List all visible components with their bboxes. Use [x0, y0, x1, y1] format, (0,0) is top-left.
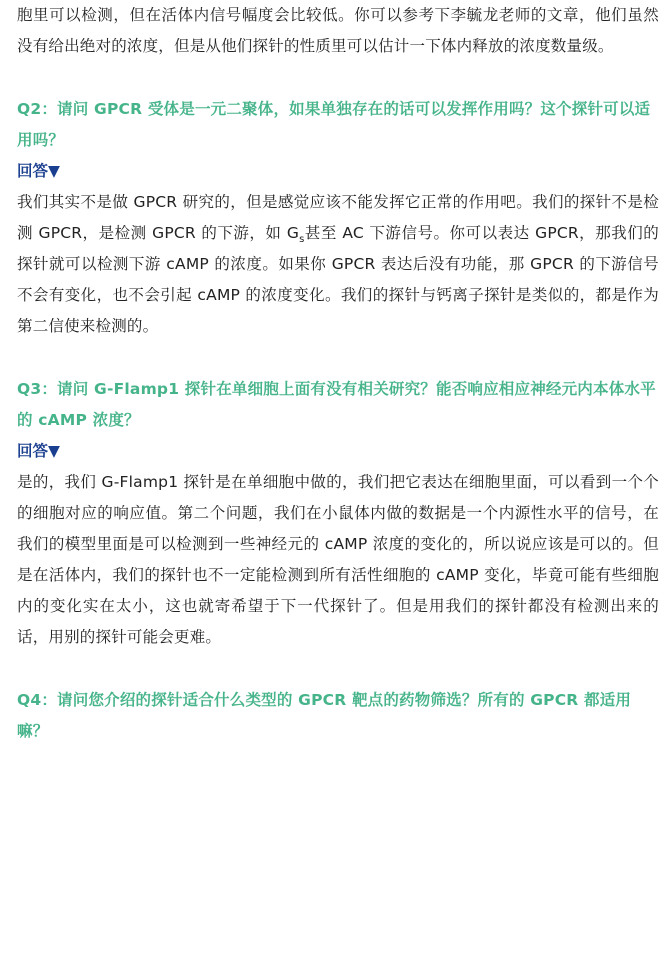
answer-label-q3: 回答▼: [17, 442, 60, 460]
answer-q2: [17, 187, 659, 342]
spacer: [17, 653, 659, 685]
answer-label-q2: 回答▼: [17, 162, 60, 180]
answer-q2-part2: 甚至 AC 下游信号。你可以表达 GPCR，那我们的探针就可以检测下游 cAMP 的浓度。如果你 GPCR 表达后没有功能，那 GPCR 的下游信号不会有变化，也不会引起 cAMP 的浓度变化。我们的探针与钙离子探针是类似的，都是作为第二信使来检测的。: [17, 224, 659, 335]
answer-q2-subscript: s: [299, 234, 305, 246]
spacer: [17, 342, 659, 374]
question-q3: Q3：请问 G-Flamp1 探针在单细胞上面有没有相关研究？能否响应相应神经元内本体水平的 cAMP 浓度？: [17, 380, 656, 429]
answer-q3: 是的，我们 G-Flamp1 探针是在单细胞中做的，我们把它表达在细胞里面，可以看到一个个的细胞对应的响应值。第二个问题，我们在小鼠体内做的数据是一个内源性水平的信号，在我们的模型里面是可以检测到一些神经元的 cAMP 浓度的变化的，所以说应该是可以的。但是在活体内，我们的探针也不一定能检测到所有活性细胞的 cAMP 变化，毕竟可能有些细胞内的变化实在太小，这也就寄希望于下一代探针了。但是用我们的探针都没有检测出来的话，用别的探针可能会更难。: [17, 473, 659, 646]
spacer: [17, 62, 659, 94]
answer-q2-part1: 我们其实不是做 GPCR 研究的，但是感觉应该不能发挥它正常的作用吧。我们的探针不是检测 GPCR，是检测 GPCR 的下游，如 G: [17, 193, 659, 242]
article-body: [17, 0, 659, 747]
intro-paragraph: 胞里可以检测，但在活体内信号幅度会比较低。你可以参考下李毓龙老师的文章，他们虽然没有给出绝对的浓度，但是从他们探针的性质里可以估计一下体内释放的浓度数量级。: [17, 6, 659, 55]
question-q4: Q4：请问您介绍的探针适合什么类型的 GPCR 靶点的药物筛选？所有的 GPCR 都适用嘛？: [17, 691, 632, 740]
question-q2: Q2：请问 GPCR 受体是一元二聚体，如果单独存在的话可以发挥作用吗？这个探针可以适用吗？: [17, 100, 651, 149]
